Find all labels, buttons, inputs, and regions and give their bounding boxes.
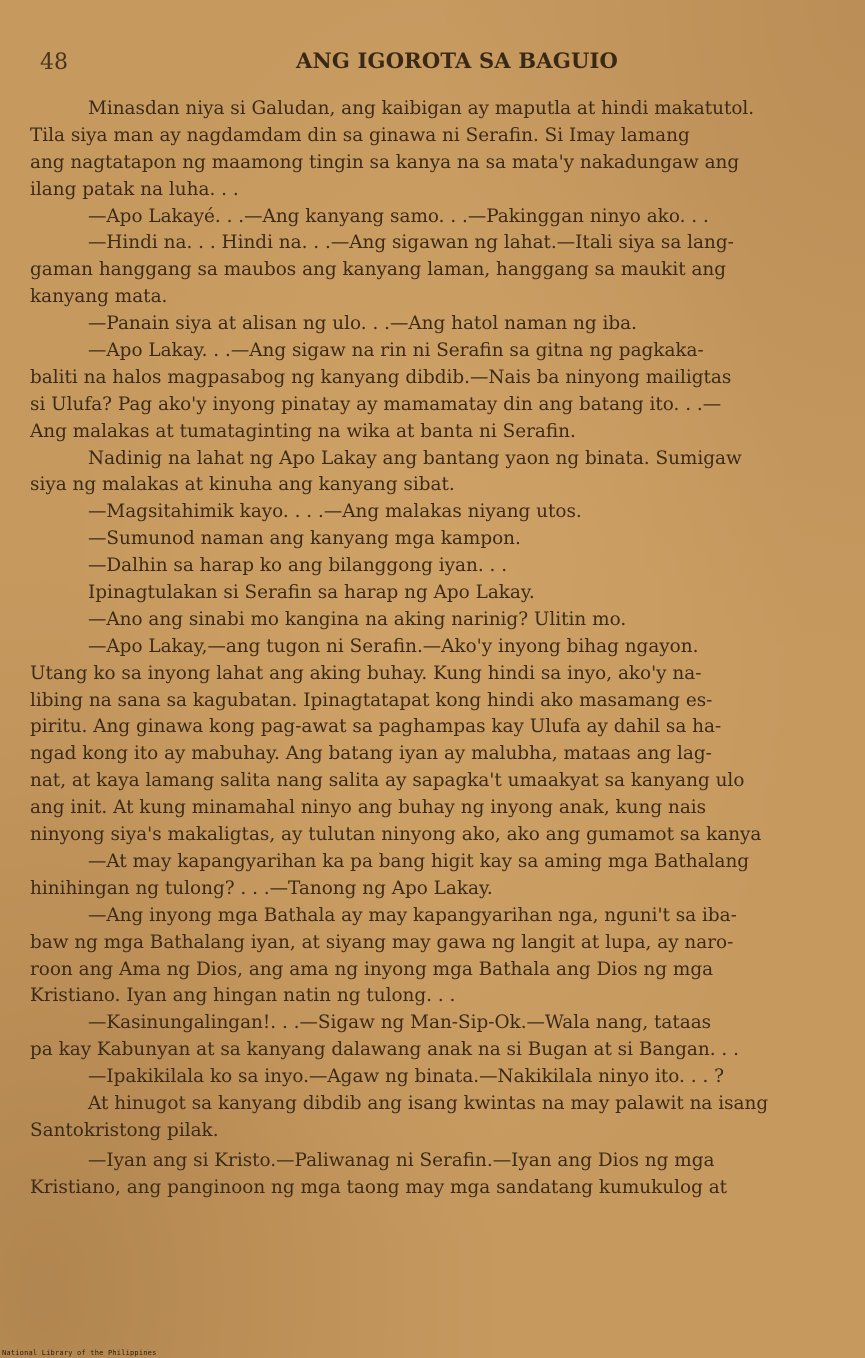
text-line: —Apo Lakay. . .—Ang sigaw na rin ni Serafin sa gitna ng pagkaka- [88, 340, 704, 362]
text-line: —Ipakikilala ko sa inyo.—Agaw ng binata.—Nakikilala ninyo ito. . . ? [88, 1066, 724, 1088]
text-line: ilang patak na luha. . . [30, 178, 239, 200]
page-header [40, 48, 830, 76]
text-line: libing na sana sa kagubatan. Ipinagtatapat kong hindi ako masamang es- [30, 689, 713, 711]
text-line: —Hindi na. . . Hindi na. . .—Ang sigawan ng lahat.—Itali siya sa lang- [88, 232, 734, 254]
text-line: ang init. At kung minamahal ninyo ang buhay ng inyong anak, kung nais [30, 797, 707, 819]
text-line: —Panain siya at alisan ng ulo. . .—Ang hatol naman ng iba. [88, 313, 637, 335]
page-number: 48 [40, 50, 68, 75]
text-line: —Kasinungalingan!. . .—Sigaw ng Man-Sip-Ok.—Wala nang, tataas [88, 1012, 712, 1034]
text-line: At hinugot sa kanyang dibdib ang isang kwintas na may palawit na isang [88, 1092, 769, 1114]
text-line: siya ng malakas at kinuha ang kanyang sibat. [30, 474, 455, 496]
text-line: gaman hanggang sa maubos ang kanyang laman, hanggang sa maukit ang [30, 259, 727, 281]
text-line: —Iyan ang si Kristo.—Paliwanag ni Serafin.—Iyan ang Dios ng mga [88, 1149, 715, 1171]
text-line: baw ng mga Bathalang iyan, at siyang may gawa ng langit at lupa, ay naro- [30, 931, 734, 953]
text-line: —Apo Lakay,—ang tugon ni Serafin.—Ako'y inyong bihag ngayon. [88, 635, 699, 657]
text-line: Kristiano, ang panginoon ng mga taong may mga sandatang kumukulog at [30, 1176, 728, 1198]
text-line: hinihingan ng tulong? . . .—Tanong ng Apo Lakay. [30, 877, 493, 899]
text-line: Minasdan niya si Galudan, ang kaibigan ay maputla at hindi makatutol. [88, 98, 755, 119]
text-line: Kristiano. Iyan ang hingan natin ng tulong. . . [30, 985, 456, 1007]
text-line: Tila siya man ay nagdamdam din sa ginawa ni Serafin. Si Imay lamang [30, 124, 690, 146]
text-line: Nadinig na lahat ng Apo Lakay ang bantang yaon ng binata. Sumigaw [88, 447, 742, 469]
text-line: ngad kong ito ay mabuhay. Ang batang iyan ay malubha, mataas ang lag- [30, 743, 712, 765]
text-line: Ang malakas at tumataginting na wika at banta ni Serafin. [30, 420, 576, 442]
text-line: ang nagtatapon ng maamong tingin sa kanya na sa mata'y nakadungaw ang [30, 151, 740, 173]
text-line: Utang ko sa inyong lahat ang aking buhay. Kung hindi sa inyo, ako'y na- [30, 662, 702, 684]
running-title: ANG IGOROTA SA BAGUIO [296, 48, 618, 73]
text-line: —Dalhin sa harap ko ang bilanggong iyan. . . [88, 555, 508, 577]
text-line: si Ulufa? Pag ako'y inyong pinatay ay mamamatay din ang batang ito. . .— [30, 393, 722, 415]
text-line: —Ano ang sinabi mo kangina na aking narinig? Ulitin mo. [88, 608, 627, 630]
text-line: kanyang mata. [30, 286, 168, 308]
text-line: nat, at kaya lamang salita nang salita ay sapagka't umaakyat sa kanyang ulo [30, 770, 745, 792]
text-line: baliti na halos magpasabog ng kanyang dibdib.—Nais ba ninyong mailigtas [30, 366, 732, 388]
text-line: piritu. Ang ginawa kong pag-awat sa paghampas kay Ulufa ay dahil sa ha- [30, 716, 722, 738]
library-credit: National Library of the Philippines [2, 1349, 157, 1357]
body-text [30, 96, 838, 1202]
text-line: —Apo Lakayé. . .—Ang kanyang samo. . .—Pakinggan ninyo ako. . . [88, 205, 709, 227]
text-line: Santokristong pilak. [30, 1119, 219, 1141]
text-line: —Magsitahimik kayo. . . .—Ang malakas niyang utos. [88, 501, 582, 523]
text-line: —Ang inyong mga Bathala ay may kapangyarihan nga, nguni't sa iba- [88, 904, 737, 926]
text-line: ninyong siya's makaligtas, ay tulutan ninyong ako, ako ang gumamot sa kanya [30, 824, 762, 846]
text-line: roon ang Ama ng Dios, ang ama ng inyong mga Bathala ang Dios ng mga [30, 958, 714, 980]
text-line: pa kay Kabunyan at sa kanyang dalawang anak na si Bugan at si Bangan. . . [30, 1039, 739, 1061]
text-line: Ipinagtulakan si Serafin sa harap ng Apo Lakay. [88, 582, 535, 604]
text-line: —Sumunod naman ang kanyang mga kampon. [88, 528, 521, 550]
text-line: —At may kapangyarihan ka pa bang higit kay sa aming mga Bathalang [88, 850, 750, 872]
